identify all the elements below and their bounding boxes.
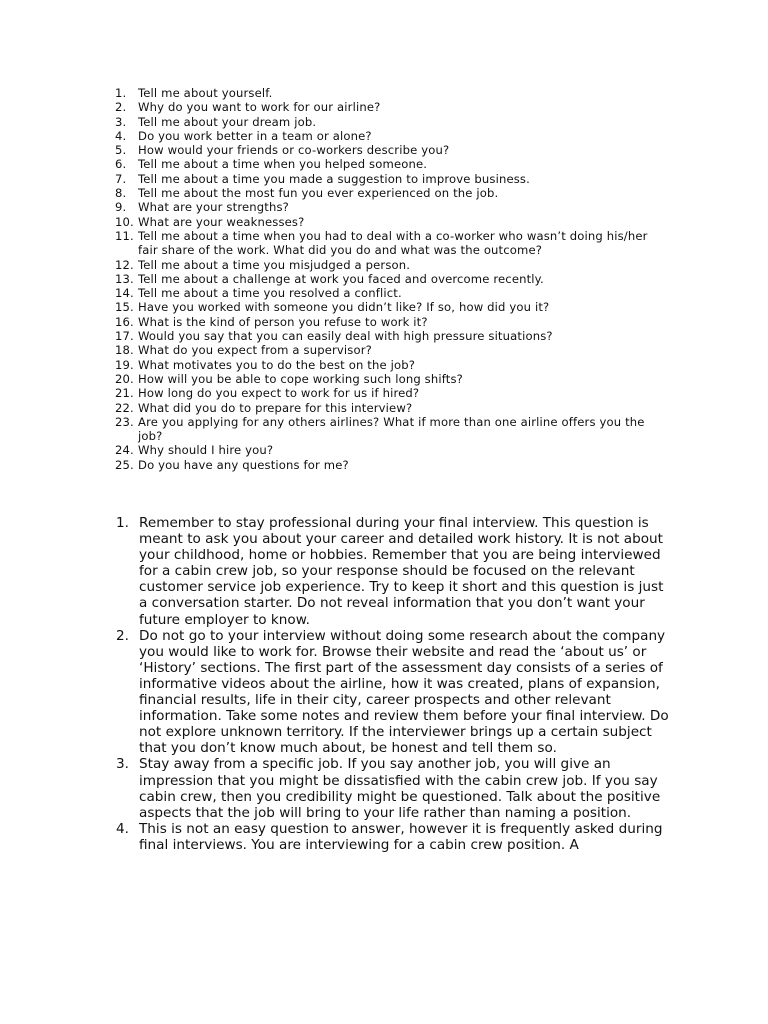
- question-item: [115, 386, 655, 400]
- question-item-number: 17.: [115, 329, 134, 344]
- question-item-text: What did you do to prepare for this interview?: [138, 400, 413, 415]
- question-item: [115, 415, 655, 444]
- question-item: [115, 401, 655, 415]
- question-item-text: What do you expect from a supervisor?: [138, 343, 372, 358]
- question-item-number: 7.: [115, 171, 127, 186]
- question-item-text: Tell me about yourself.: [138, 86, 273, 100]
- question-item: [115, 143, 655, 157]
- question-item-text: Have you worked with someone you didn’t like? If so, how did you it?: [138, 300, 550, 315]
- question-item-number: 22.: [115, 400, 134, 415]
- question-item-text: Tell me about a challenge at work you faced and overcome recently.: [138, 271, 544, 286]
- answer-item-number: 4.: [116, 820, 129, 837]
- answer-item-text: Stay away from a specific job. If you say another job, you will give an impression that you might be dissatisfied with the cabin crew job. If you say cabin crew, then you credibility might be questioned. Talk about the positive aspects that the job will bring to your life rather than naming a position.: [139, 756, 661, 821]
- question-item: [115, 372, 655, 386]
- question-item-text: Tell me about the most fun you ever experienced on the job.: [138, 186, 499, 201]
- question-item-text: What motivates you to do the best on the job?: [138, 357, 416, 372]
- answer-item: [116, 515, 676, 628]
- question-item: [115, 229, 655, 258]
- question-item-number: 11.: [115, 228, 134, 243]
- question-item: [115, 200, 655, 214]
- question-item-number: 20.: [115, 371, 134, 386]
- answer-item-number: 2.: [116, 627, 129, 644]
- question-item: [115, 129, 655, 143]
- question-item-number: 6.: [115, 157, 127, 172]
- question-item-text: Tell me about a time you misjudged a person.: [138, 257, 411, 272]
- question-item-number: 12.: [115, 257, 134, 272]
- question-item: [115, 272, 655, 286]
- answer-item: [116, 821, 676, 853]
- question-item-text: Tell me about a time when you helped someone.: [138, 157, 428, 172]
- question-item-number: 2.: [115, 100, 127, 115]
- question-item-text: How long do you expect to work for us if hired?: [138, 386, 420, 401]
- question-item-number: 3.: [115, 114, 127, 129]
- question-item: [115, 343, 655, 357]
- answer-tips-list: [116, 515, 676, 853]
- question-item-number: 21.: [115, 386, 134, 401]
- question-item-text: Tell me about your dream job.: [138, 114, 317, 129]
- question-item-number: 25.: [115, 457, 134, 472]
- question-item-number: 23.: [115, 414, 134, 429]
- question-item-text: What are your strengths?: [138, 200, 289, 215]
- question-item: [115, 315, 655, 329]
- question-item: [115, 172, 655, 186]
- question-item-text: Why should I hire you?: [138, 443, 274, 458]
- question-item: [115, 157, 655, 171]
- answer-item-text: Do not go to your interview without doing some research about the company you would like to work for. Browse their website and read the ‘about us’ or ‘History’ sections. The first part of the assessment day consists of a series of informative videos about the airline, how it was created, plans of expansion, financial results, life in their city, career prospects and other relevant information. Take some notes and review them before your final interview. Do not explore unknown territory. If the interviewer brings up a certain subject that you don’t know much about, be honest and tell them so.: [139, 627, 669, 757]
- question-item: [115, 358, 655, 372]
- question-item-text: Would you say that you can easily deal with high pressure situations?: [138, 329, 553, 344]
- question-item-number: 10.: [115, 214, 134, 229]
- answer-item-text: Remember to stay professional during your final interview. This question is meant to ask you about your career and detailed work history. It is not about your childhood, home or hobbies. Remember that you are being interviewed for a cabin crew job, so your response should be focused on the relevant customer service job experience. Try to keep it short and this question is just a conversation starter. Do not reveal information that you don’t want your future employer to know.: [139, 515, 664, 628]
- answer-item-number: 3.: [116, 756, 129, 773]
- question-item-text: What are your weaknesses?: [138, 214, 305, 229]
- question-item-number: 5.: [115, 143, 127, 158]
- question-item: [115, 443, 655, 457]
- question-item-text: Do you work better in a team or alone?: [138, 128, 372, 143]
- answer-item: [116, 628, 676, 757]
- answer-item-number: 1.: [116, 515, 129, 531]
- question-item-number: 8.: [115, 186, 127, 201]
- question-item: [115, 329, 655, 343]
- question-item: [115, 458, 655, 472]
- question-item: [115, 100, 655, 114]
- question-item-number: 15.: [115, 300, 134, 315]
- question-item: [115, 86, 655, 100]
- question-item-text: Tell me about a time you made a suggestion to improve business.: [138, 171, 530, 186]
- question-item: [115, 286, 655, 300]
- question-item-text: Why do you want to work for our airline?: [138, 100, 381, 115]
- question-item-text: Do you have any questions for me?: [138, 457, 349, 472]
- question-item-text: What is the kind of person you refuse to work it?: [138, 314, 428, 329]
- answer-item-text: This is not an easy question to answer, however it is frequently asked during final interviews. You are interviewing for a cabin crew position. A: [139, 820, 663, 853]
- question-item-number: 9.: [115, 200, 127, 215]
- question-item-text: Are you applying for any others airlines? What if more than one airline offers you the job?: [138, 414, 645, 444]
- question-item-number: 19.: [115, 357, 134, 372]
- answer-item: [116, 756, 676, 820]
- question-item-number: 24.: [115, 443, 134, 458]
- question-item-number: 18.: [115, 343, 134, 358]
- question-item-number: 13.: [115, 271, 134, 286]
- question-item-number: 14.: [115, 286, 134, 301]
- question-item-number: 4.: [115, 128, 127, 143]
- question-item-text: Tell me about a time you resolved a conflict.: [138, 286, 402, 301]
- question-item: [115, 258, 655, 272]
- question-item: [115, 115, 655, 129]
- question-item-number: 1.: [115, 86, 127, 100]
- question-item: [115, 215, 655, 229]
- question-item-text: How will you be able to cope working such long shifts?: [138, 371, 463, 386]
- question-item-text: How would your friends or co-workers describe you?: [138, 143, 450, 158]
- question-item: [115, 300, 655, 314]
- question-item-number: 16.: [115, 314, 134, 329]
- interview-questions-list: [115, 86, 655, 472]
- question-item-text: Tell me about a time when you had to deal with a co-worker who wasn’t doing his/her fair share of the work. What did you do and what was the outcome?: [138, 228, 648, 258]
- question-item: [115, 186, 655, 200]
